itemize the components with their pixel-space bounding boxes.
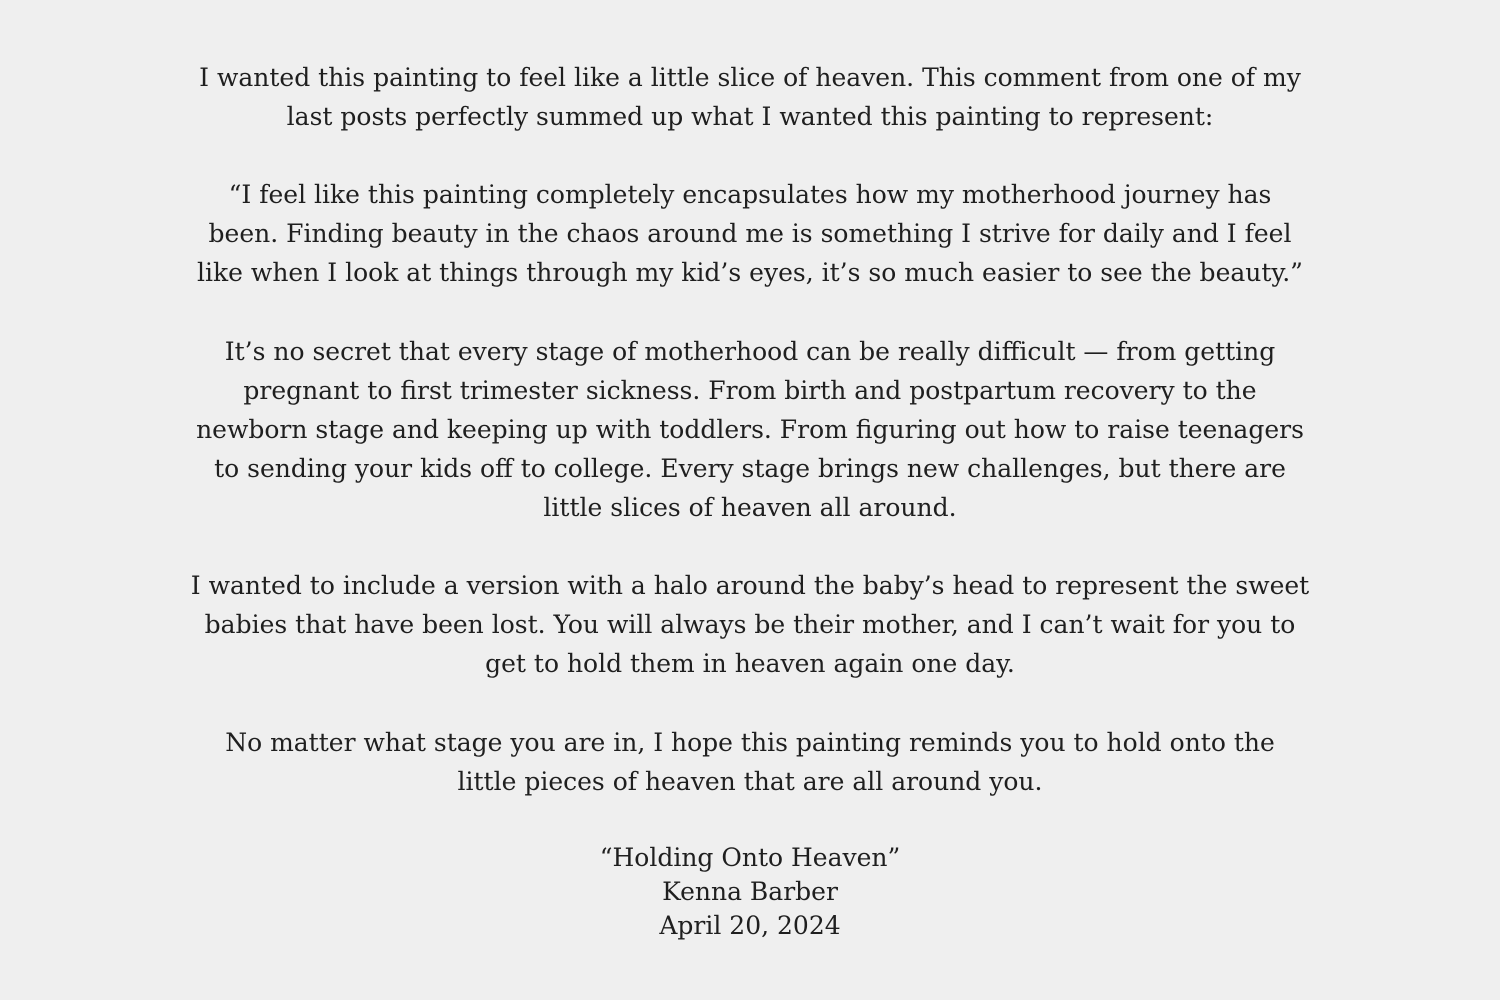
paragraph-3-line-4: to sending your kids off to college. Every stage brings new challenges, but there are (214, 454, 1286, 483)
paragraph-5-line-2: little pieces of heaven that are all around you. (457, 767, 1043, 796)
paragraph-3-line-3: newborn stage and keeping up with toddlers. From figuring out how to raise teenagers (196, 415, 1304, 444)
paragraph-3-line-1: It’s no secret that every stage of motherhood can be really difficult — from getting (224, 337, 1276, 366)
artwork-title: “Holding Onto Heaven” (599, 843, 901, 872)
paragraph-2-line-3: like when I look at things through my kid’s eyes, it’s so much easier to see the beauty.” (197, 258, 1303, 287)
paragraph-2-line-2: been. Finding beauty in the chaos around me is something I strive for daily and I feel (208, 219, 1292, 248)
paragraph-1-line-1: I wanted this painting to feel like a little slice of heaven. This comment from one of my (199, 63, 1301, 92)
paragraph-1-line-2: last posts perfectly summed up what I wanted this painting to represent: (286, 102, 1214, 131)
paragraph-2-line-1: “I feel like this painting completely encapsulates how my motherhood journey has (228, 180, 1272, 209)
paragraph-5-line-1: No matter what stage you are in, I hope this painting reminds you to hold onto the (225, 728, 1275, 757)
artist-name: Kenna Barber (662, 877, 838, 906)
paragraph-3-line-2: pregnant to first trimester sickness. From birth and postpartum recovery to the (243, 376, 1257, 405)
paragraph-4-line-1: I wanted to include a version with a halo around the baby’s head to represent the sweet (190, 571, 1310, 600)
paragraph-3-line-5: little slices of heaven all around. (543, 493, 957, 522)
paragraph-4-line-3: get to hold them in heaven again one day. (485, 649, 1015, 678)
artwork-date: April 20, 2024 (659, 911, 841, 940)
paragraph-4-line-2: babies that have been lost. You will always be their mother, and I can’t wait for you to (204, 610, 1296, 639)
